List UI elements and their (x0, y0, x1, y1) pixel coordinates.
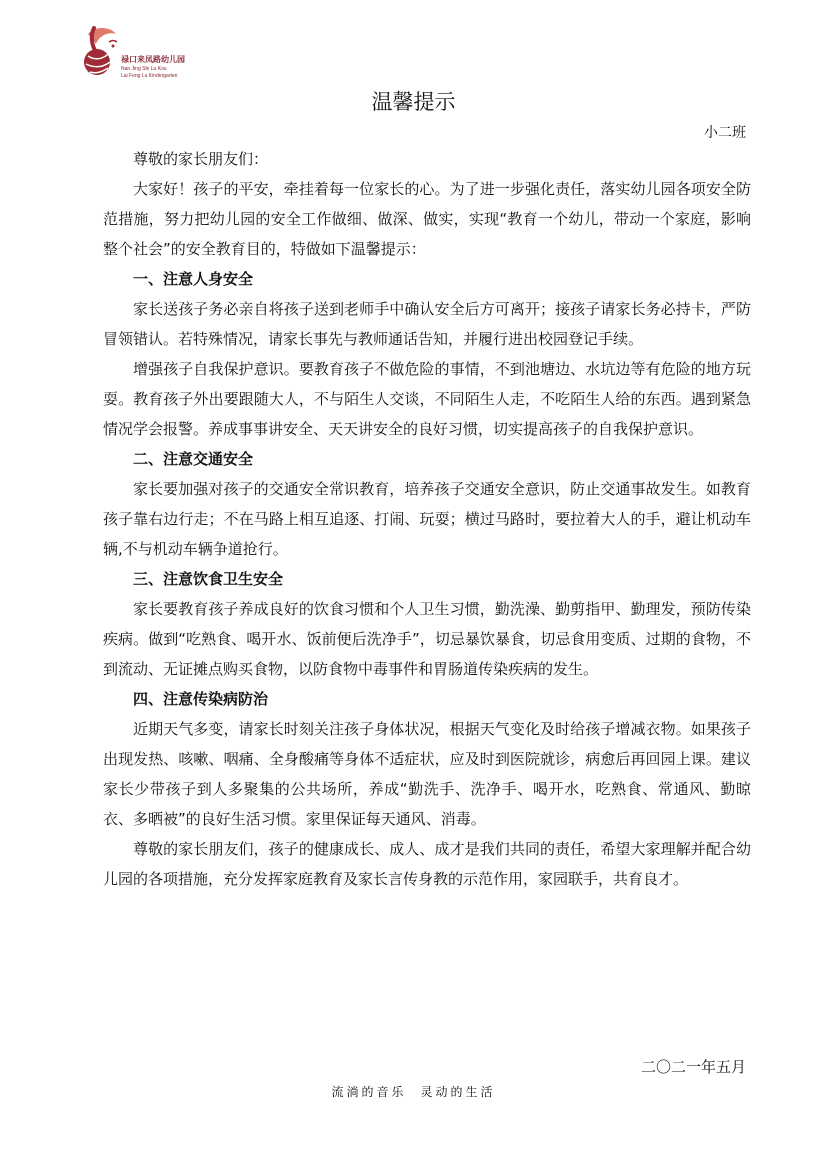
logo-name-en: Nan Jing Shi Lu Kou (121, 66, 167, 72)
greeting: 尊敬的家长朋友们： (133, 150, 269, 168)
paragraph-self-protection: 增强孩子自我保护意识。要教育孩子不做危险的事情，不到池塘边、水坑边等有危险的地方玩耍。教育孩子外出要跟随大人，不与陌生人交谈，不同陌生人走，不吃陌生人给的东西。遇到紧急情况学会报警。养成事事讲安全、天天讲安全的良好习惯，切实提高孩子的自我保护意识。 (103, 360, 751, 438)
section-heading-personal-safety: 一、注意人身安全 (133, 270, 254, 288)
paragraph-traffic: 家长要加强对孩子的交通安全常识教育，培养孩子交通安全意识，防止交通事故发生。如教育孩子靠右边行走；不在马路上相互追逐、打闹、玩耍；横过马路时，要拉着大人的手，避让机动车辆,不与机动车辆争道抢行。 (103, 480, 751, 558)
paragraph-disease: 近期天气多变，请家长时刻关注孩子身体状况，根据天气变化及时给孩子增减衣物。如果孩子出现发热、咳嗽、咽痛、全身酸痛等身体不适症状，应及时到医院就诊，病愈后再回园上课。建议家长少带孩子到人多聚集的公共场所，养成“勤洗手、洗净手、喝开水，吃熟食、常通风、勤晾衣、多晒被”的良好生活习惯。家里保证每天通风、消毒。 (103, 720, 751, 828)
logo-name-en-line2: Lai Feng Lu Kindergarten (121, 73, 178, 79)
kindergarten-logo (80, 22, 210, 82)
footer-slogan-right: 灵动的生活 (420, 1085, 496, 1099)
footer-slogan (0, 1083, 827, 1100)
class-label: 小二班 (704, 125, 746, 141)
logo-name-cn: 禄口来凤路幼儿园 (121, 55, 185, 64)
kindergarten-emblem-icon (80, 22, 122, 80)
notice-body (103, 144, 751, 894)
closing-paragraph: 尊敬的家长朋友们，孩子的健康成长、成人、成才是我们共同的责任，希望大家理解并配合幼儿园的各项措施，充分发挥家庭教育及家长言传身教的示范作用，家园联手，共育良才。 (103, 840, 751, 888)
section-heading-food-safety: 三、注意饮食卫生安全 (133, 570, 284, 588)
footer-slogan-left: 流淌的音乐 (331, 1085, 407, 1099)
page-title: 温馨提示 (371, 90, 456, 114)
section-heading-disease-prevention: 四、注意传染病防治 (133, 690, 269, 708)
intro-paragraph: 大家好！孩子的平安，牵挂着每一位家长的心。为了进一步强化责任，落实幼儿园各项安全防范措施，努力把幼儿园的安全工作做细、做深、做实，实现“教育一个幼儿，带动一个家庭，影响整个社会”的安全教育目的，特做如下温馨提示： (103, 180, 751, 258)
paragraph-food: 家长要教育孩子养成良好的饮食习惯和个人卫生习惯，勤洗澡、勤剪指甲、勤理发，预防传染疾病。做到“吃熟食、喝开水、饭前便后洗净手”，切忌暴饮暴食，切忌食用变质、过期的食物，不到流动、无证摊点购买食物，以防食物中毒事件和胃肠道传染疾病的发生。 (103, 600, 751, 678)
section-heading-traffic-safety: 二、注意交通安全 (133, 450, 254, 468)
issue-date: 二〇二一年五月 (640, 1058, 746, 1076)
paragraph-pickup: 家长送孩子务必亲自将孩子送到老师手中确认安全后方可离开；接孩子请家长务必持卡，严防冒领错认。若特殊情况，请家长事先与教师通话告知，并履行进出校园登记手续。 (103, 300, 751, 348)
